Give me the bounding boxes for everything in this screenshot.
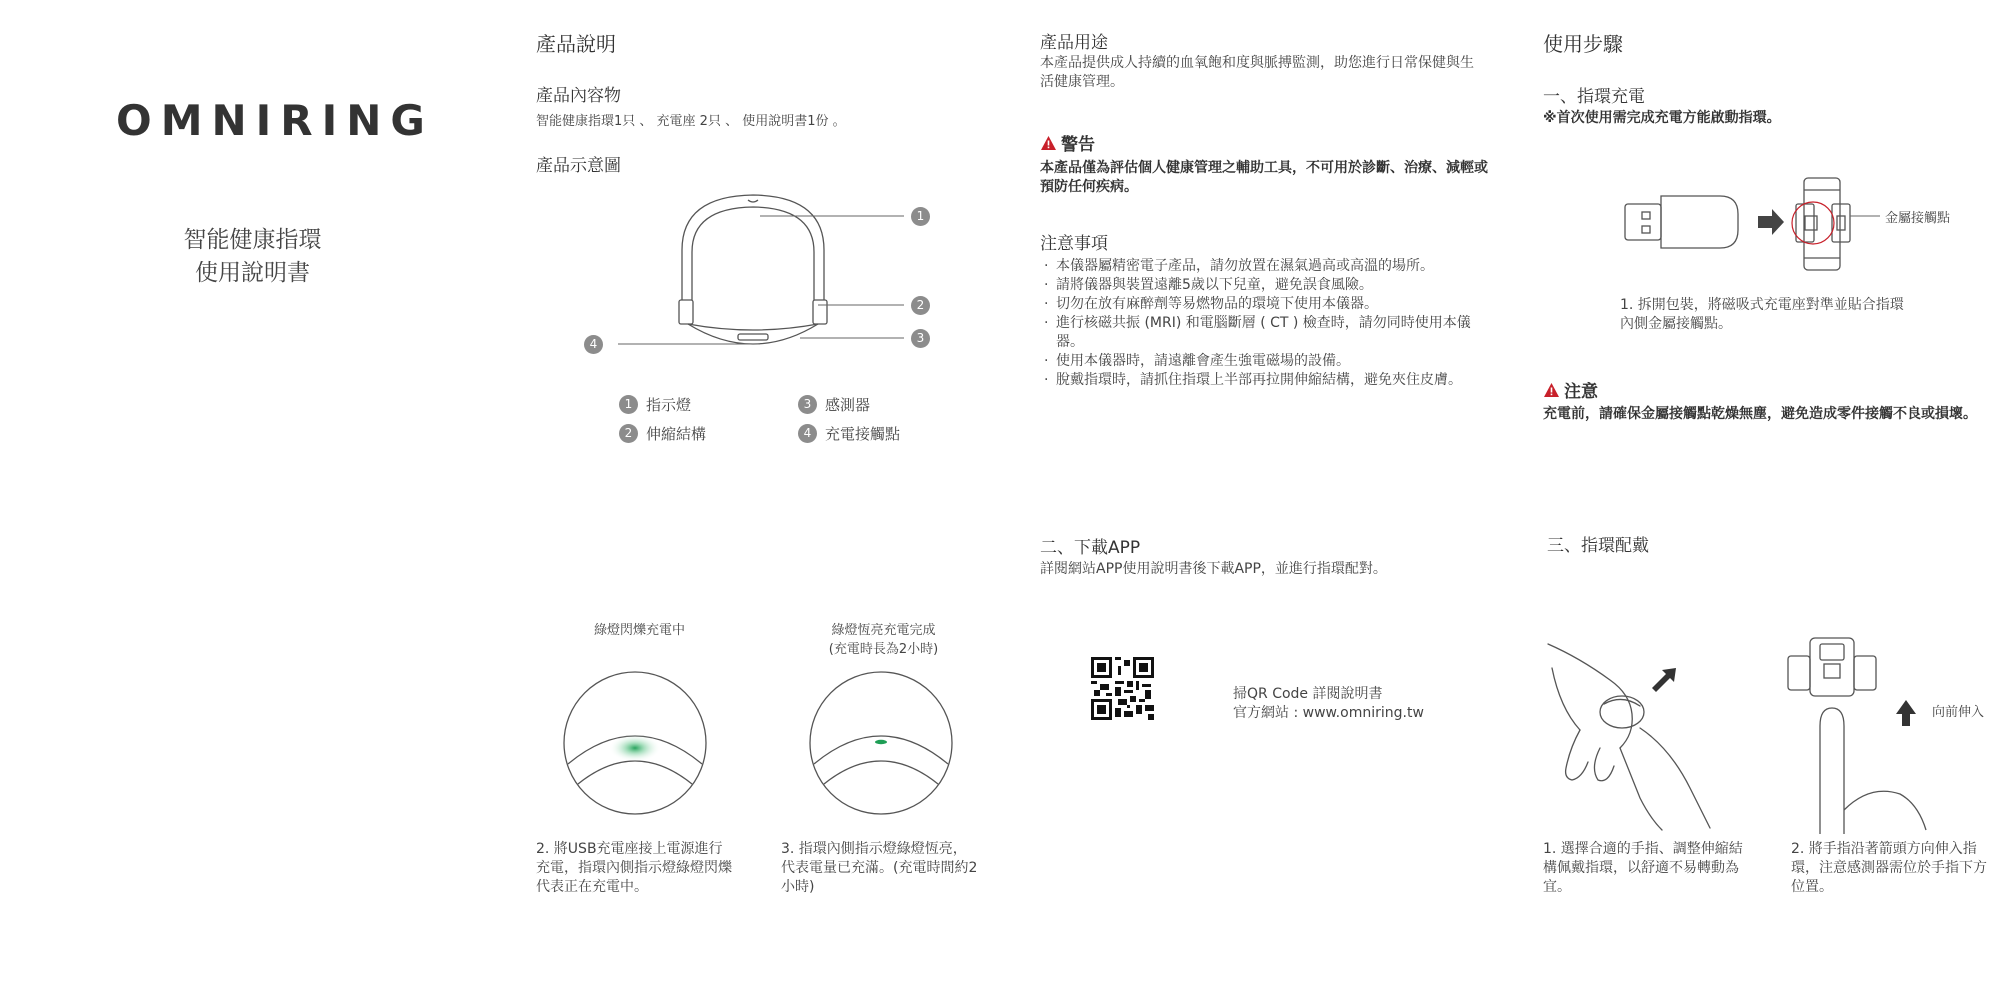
charge-note: ※首次使用需完成充電方能啟動指環。 [1543, 110, 1781, 126]
legend-item-indicator [619, 394, 691, 415]
legend-label: 伸縮結構 [646, 425, 707, 443]
legend-num: 4 [798, 424, 817, 443]
caution-heading-text: 注意 [1564, 382, 1598, 402]
legend-label: 感測器 [825, 396, 871, 414]
cover-title-line2: 使用說明書 [195, 260, 310, 286]
caution-heading [1543, 377, 1598, 402]
legend-item-contacts [798, 423, 900, 444]
app-text: 詳閱網站APP使用說明書後下載APP，並進行指環配對。 [1040, 561, 1387, 577]
cover-title [150, 224, 355, 290]
usage-text: 本產品提供成人持續的血氧飽和度與脈搏監測，助您進行日常保健與生活健康管理。 [1040, 55, 1474, 90]
wear-heading: 三、指環配戴 [1547, 536, 1649, 556]
wear-step-2: 2. 將手指沿著箭頭方向伸入指環，注意感測器需位於手指下方位置。 [1791, 841, 1987, 895]
notes-list [1040, 257, 1490, 390]
legend-num: 3 [798, 395, 817, 414]
caution-text: 充電前，請確保金屬接觸點乾燥無塵，避免造成零件接觸不良或損壞。 [1543, 406, 1977, 422]
warning-icon [1543, 382, 1560, 398]
warning-heading [1040, 130, 1095, 155]
blink-label: 綠燈閃爍充電中 [594, 623, 686, 638]
legend-label: 指示燈 [646, 396, 692, 414]
steady-label [826, 619, 941, 657]
qr-text: 掃QR Code 詳閱說明書 [1233, 686, 1383, 702]
legend-num: 1 [619, 395, 638, 414]
steady-label-line2: (充電時長為2小時) [828, 642, 939, 657]
official-site-link[interactable]: 官方網站 : www.omniring.tw [1233, 705, 1424, 721]
contents-heading: 產品內容物 [536, 86, 621, 106]
warning-heading-text: 警告 [1061, 135, 1095, 155]
charge-heading: 一、指環充電 [1543, 87, 1645, 107]
note-item: · 進行核磁共振 (MRI) 和電腦斷層 ( CT ) 檢查時，請勿同時使用本儀器。 [1040, 314, 1490, 352]
charge-step-1: 1. 拆開包裝，將磁吸式充電座對準並貼合指環內側金屬接觸點。 [1620, 297, 1904, 332]
warning-text: 本產品僅為評估個人健康管理之輔助工具，不可用於診斷、治療、減輕或預防任何疾病。 [1040, 160, 1488, 195]
steady-ring-illustration [806, 668, 956, 818]
legend-item-telescopic [619, 423, 706, 444]
callout-3: 3 [911, 329, 930, 348]
usage-heading: 產品用途 [1040, 33, 1108, 53]
note-item: · 脫戴指環時，請抓住指環上半部再拉開伸縮結構，避免夾住皮膚。 [1040, 371, 1490, 390]
note-item: · 切勿在放有麻醉劑等易燃物品的環境下使用本儀器。 [1040, 295, 1490, 314]
note-item: · 本儀器屬精密電子產品，請勿放置在濕氣過高或高溫的場所。 [1040, 257, 1490, 276]
hand-adjust-illustration [1540, 638, 1720, 838]
blinking-ring-illustration [560, 668, 710, 818]
product-heading: 產品說明 [536, 32, 616, 56]
charge-step-3: 3. 指環內側指示燈綠燈恆亮，代表電量已充滿。(充電時間約2小時) [781, 841, 978, 895]
brand-logo: OMNIRING [116, 96, 434, 145]
callout-4: 4 [584, 335, 603, 354]
wear-step-1: 1. 選擇合適的手指、調整伸縮結構佩戴指環，以舒適不易轉動為宜。 [1543, 841, 1743, 895]
cover-title-line1: 智能健康指環 [183, 227, 322, 253]
steps-heading: 使用步驟 [1543, 32, 1623, 56]
contents-text: 智能健康指環1只 、 充電座 2只 、 使用說明書1份 。 [536, 114, 846, 129]
forward-label: 向前伸入 [1932, 705, 1985, 720]
warning-icon [1040, 135, 1057, 151]
steady-label-line1: 綠燈恆亮充電完成 [831, 623, 936, 638]
legend-label: 充電接觸點 [825, 425, 901, 443]
qr-caption [1233, 685, 1424, 723]
note-item: · 使用本儀器時，請遠離會產生強電磁場的設備。 [1040, 352, 1490, 371]
legend-num: 2 [619, 424, 638, 443]
diagram-heading: 產品示意圖 [536, 156, 621, 176]
metal-contact-label: 金屬接觸點 [1885, 211, 1951, 226]
ring-diagram [570, 188, 930, 368]
callout-1: 1 [911, 207, 930, 226]
note-item: · 請將儀器與裝置遠離5歲以下兒童，避免誤食風險。 [1040, 276, 1490, 295]
charger-illustration [1620, 174, 1880, 274]
notes-heading: 注意事項 [1040, 234, 1108, 254]
finger-insert-illustration [1780, 634, 1950, 834]
app-heading: 二、下載APP [1040, 538, 1141, 558]
charge-step-2: 2. 將USB充電座接上電源進行充電，指環內側指示燈綠燈閃爍代表正在充電中。 [536, 841, 732, 895]
qr-code[interactable] [1091, 657, 1154, 720]
legend-item-sensor [798, 394, 870, 415]
callout-2: 2 [911, 296, 930, 315]
